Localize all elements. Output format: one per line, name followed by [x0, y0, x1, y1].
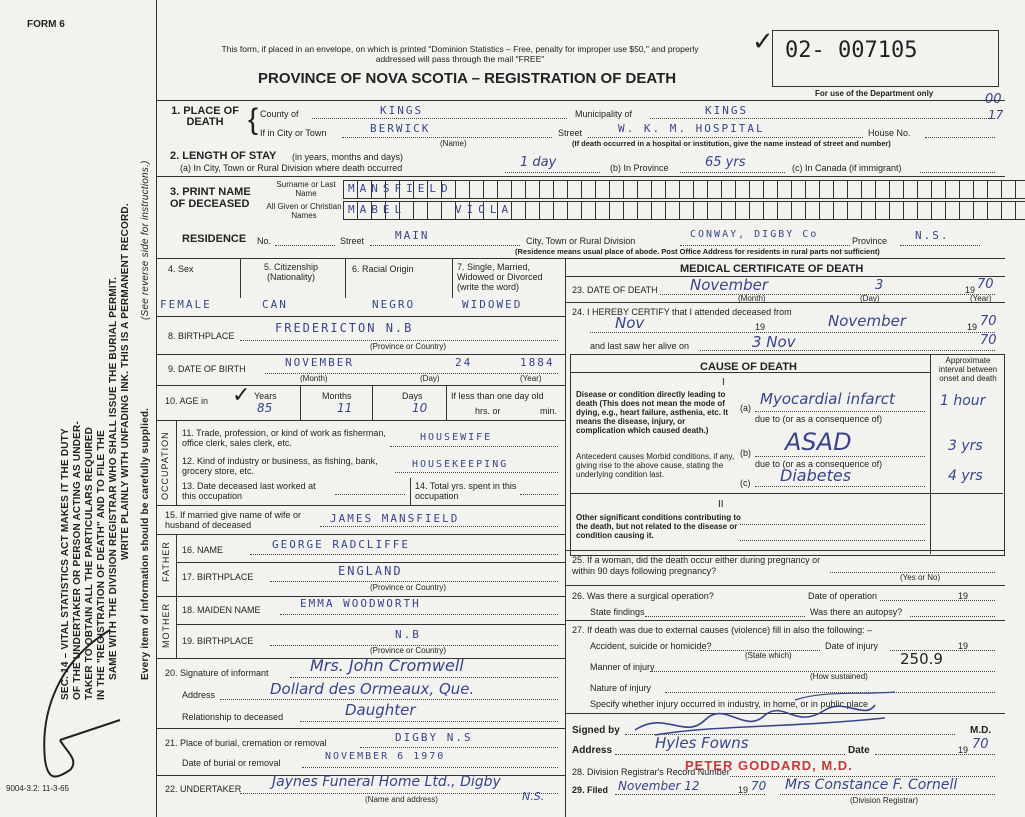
check-mark: ✓ — [752, 26, 774, 56]
undertaker-value-2: N.S. — [522, 790, 545, 803]
given2-value: VIOLA — [455, 203, 514, 216]
attended-to: November — [828, 312, 907, 330]
residence-province-value: N.S. — [915, 229, 950, 242]
pen-mark — [20, 620, 130, 790]
last-seen-year: 70 — [980, 333, 997, 348]
residence-city-value: CONWAY, DIGBY Co — [690, 229, 819, 240]
birthplace-value: FREDERICTON N.B — [275, 321, 414, 335]
reg-number: 02- 007105 — [785, 38, 918, 63]
form-title: PROVINCE OF NOVA SCOTIA – REGISTRATION OF DEATH — [258, 70, 677, 87]
dob-year: 1884 — [520, 356, 555, 369]
mother-name-value: EMMA WOODWORTH — [300, 597, 421, 610]
side-text-2: OF THE UNDERTAKER OR PERSON ACTING AS UNDER- — [72, 421, 83, 700]
stay-province-value: 65 yrs — [705, 155, 746, 170]
cause-b: ASAD — [785, 428, 852, 456]
dob-day: 24 — [455, 356, 473, 369]
county-value: KINGS — [380, 104, 424, 117]
filed-year: 70 — [751, 779, 767, 793]
death-year: 70 — [977, 277, 994, 292]
city-value: BERWICK — [370, 122, 431, 135]
cause-a: Myocardial infarct — [760, 390, 895, 408]
surname-value: MANSFIELD — [348, 182, 453, 195]
injury-code: 250.9 — [900, 650, 943, 668]
stay-label: 2. LENGTH OF STAY — [170, 150, 277, 162]
physician-address: Hyles Fowns — [655, 734, 749, 752]
filed-date: November 12 — [618, 779, 700, 793]
father-name-value: GEORGE RADCLIFFE — [272, 538, 410, 551]
cause-c: Diabetes — [780, 466, 852, 485]
street-value: W. K. M. HOSPITAL — [618, 122, 765, 135]
form-code: 9004-3.2: 11-3-65 — [6, 784, 70, 793]
residence-label: RESIDENCE — [182, 233, 247, 245]
age-years: 85 — [257, 401, 273, 415]
med-title: MEDICAL CERTIFICATE OF DEATH — [680, 263, 864, 275]
residence-street-value: MAIN — [395, 229, 430, 242]
registrar-signature: Mrs Constance F. Cornell — [785, 777, 958, 793]
occupation-side-label: OCCUPATION — [160, 431, 170, 500]
father-side-label: FATHER — [161, 541, 171, 582]
death-day: 3 — [875, 278, 884, 293]
informant-relationship: Daughter — [345, 701, 416, 719]
cause-c-interval: 4 yrs — [948, 468, 983, 484]
industry-value: HOUSEKEEPING — [412, 459, 509, 470]
left-rule — [156, 0, 157, 817]
dept-code-1: 00 — [985, 92, 1002, 107]
informant-signature: Mrs. John Cromwell — [310, 656, 464, 675]
attended-from: Nov — [615, 314, 645, 332]
form-label: FORM 6 — [27, 19, 65, 30]
stay-city-value: 1 day — [520, 155, 557, 170]
father-birthplace-value: ENGLAND — [338, 564, 403, 578]
side-note: (See reverse side for instructions.) — [140, 160, 151, 320]
place-label: 1. PLACE OF DEATH — [171, 105, 239, 128]
cause-a-interval: 1 hour — [940, 393, 986, 409]
informant-address: Dollard des Ormeaux, Que. — [270, 680, 475, 698]
mother-birthplace-value: N.B — [395, 628, 421, 641]
given-value: MABEL — [348, 203, 407, 216]
dept-use: For use of the Department only — [815, 89, 934, 98]
envelope-note: This form, if placed in an envelope, on which is printed "Dominion Statistics – Free, penalty for improper use $50," and properly addressed will pass through the mail "FREE" — [221, 44, 699, 64]
burial-place-value: DIGBY N.S — [395, 731, 473, 744]
dob-month: NOVEMBER — [285, 356, 354, 369]
spouse-value: JAMES MANSFIELD — [330, 512, 460, 525]
physician-date-year: 70 — [972, 737, 989, 752]
age-days: 10 — [412, 401, 428, 415]
mother-side-label: MOTHER — [161, 603, 171, 648]
age-months: 11 — [337, 401, 353, 415]
side-text-3: TAKER TO OBTAIN ALL THE PARTICULARS REQUIRED — [84, 426, 95, 700]
side-footer: Every item of information should be carefully supplied. — [140, 407, 151, 680]
citizenship-value: CAN — [262, 298, 288, 311]
race-value: NEGRO — [372, 298, 416, 311]
municipality-value: KINGS — [705, 104, 749, 117]
occupation-value: HOUSEWIFE — [420, 432, 493, 443]
physician-stamp: PETER GODDARD, M.D. — [685, 758, 853, 773]
side-text-1: SEC. 14 – VITAL STATISTICS ACT MAKES IT THE DUTY — [60, 428, 71, 700]
burial-date-value: NOVEMBER 6 1970 — [325, 751, 446, 762]
last-seen: 3 Nov — [752, 333, 796, 351]
side-text-4: IN THE "REGISTRATION OF DEATH" AND TO FILE THE — [96, 430, 107, 700]
undertaker-value: Jaynes Funeral Home Ltd., Digby — [272, 774, 501, 790]
cause-b-interval: 3 yrs — [948, 438, 983, 454]
name-label: 3. PRINT NAME OF DECEASED — [170, 186, 251, 210]
side-text-5: SAME WITH THE DIVISION REGISTRAR WHO SHALL ISSUE THE BURIAL PERMIT. — [108, 276, 119, 680]
dept-code-2: 17 — [988, 108, 1004, 122]
attended-year: 70 — [980, 314, 997, 329]
sex-value: FEMALE — [160, 298, 212, 311]
marital-value: WIDOWED — [462, 298, 523, 311]
death-month: November — [690, 276, 769, 294]
side-text-6: WRITE PLAINLY WITH UNFADING INK. THIS IS A PERMANENT RECORD. — [120, 203, 131, 560]
given-grid — [343, 201, 1025, 220]
